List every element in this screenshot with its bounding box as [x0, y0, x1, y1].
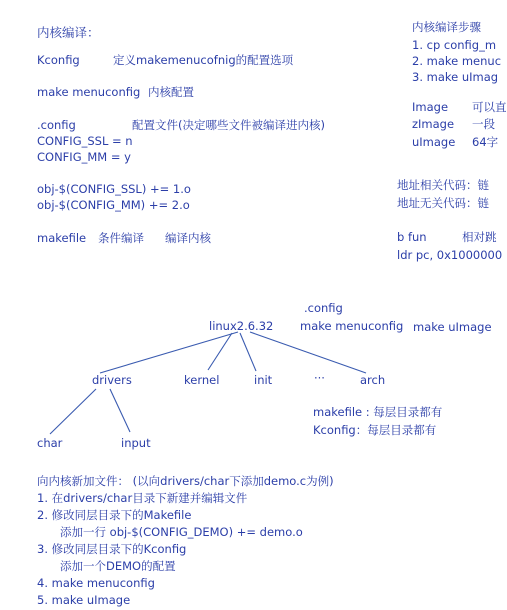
tree-node-arch: arch — [360, 373, 386, 387]
tree-node-kernel: kernel — [184, 373, 220, 387]
obj-ssl-line: obj-$(CONFIG_SSL) += 1.o — [37, 182, 191, 196]
add-file-step-3-detail: 添加一个DEMO的配置 — [60, 559, 176, 573]
tree-make-uimage: make uImage — [413, 320, 492, 334]
config-mm-line: CONFIG_MM = y — [37, 150, 131, 164]
tree-node-drivers: drivers — [92, 373, 132, 387]
addr-related-code: 地址相关代码：链 — [397, 178, 489, 192]
add-file-step-2-detail: 添加一行 obj-$(CONFIG_DEMO) += demo.o — [60, 525, 303, 539]
zimage-desc: 一段 — [472, 117, 495, 131]
menuconfig-desc: 内核配置 — [148, 85, 194, 99]
makefile-desc-conditional: 条件编译 — [98, 231, 144, 245]
add-file-step-1: 1. 在drivers/char目录下新建并编辑文件 — [37, 491, 248, 505]
tree-root-linux: linux2.6.32 — [209, 319, 274, 333]
config-ssl-line: CONFIG_SSL = n — [37, 134, 133, 148]
note-kconfig-every-level: Kconfig：每层目录都有 — [313, 423, 437, 437]
addr-independent-code: 地址无关代码：链 — [397, 196, 489, 210]
tree-make-menuconfig: make menuconfig — [300, 319, 404, 333]
tree-node-init: init — [254, 373, 273, 387]
add-file-step-4: 4. make menuconfig — [37, 576, 155, 590]
b-fun-instruction: b fun — [397, 230, 427, 244]
config-label: .config — [37, 118, 76, 132]
image-label: Image — [412, 100, 449, 114]
obj-mm-line: obj-$(CONFIG_MM) += 2.o — [37, 198, 190, 212]
b-fun-desc: 相对跳 — [462, 230, 497, 244]
compile-step-2: 2. make menuc — [412, 54, 502, 68]
section-title-kernel-compile: 内核编译： — [37, 25, 100, 40]
section-title-compile-steps: 内核编译步骤 — [412, 20, 481, 34]
uimage-desc: 64字 — [472, 135, 499, 149]
tree-node-char: char — [37, 436, 63, 450]
uimage-label: uImage — [412, 135, 456, 149]
add-file-step-3: 3. 修改同层目录下的Kconfig — [37, 542, 187, 556]
config-desc: 配置文件(决定哪些文件被编译进内核) — [132, 118, 325, 132]
add-file-step-2: 2. 修改同层目录下的Makefile — [37, 508, 192, 522]
zimage-label: zImage — [412, 117, 455, 131]
add-file-step-5: 5. make uImage — [37, 593, 131, 607]
image-desc: 可以直 — [472, 100, 507, 114]
tree-node-ellipsis: ··· — [314, 371, 325, 385]
note-makefile-every-level: makefile : 每层目录都有 — [313, 405, 443, 419]
add-file-title: 向内核新加文件： (以向drivers/char下添加demo.c为例) — [37, 474, 334, 488]
compile-step-3: 3. make uImag — [412, 70, 499, 84]
makefile-label: makefile — [37, 231, 87, 245]
makefile-desc-compile: 编译内核 — [165, 231, 211, 245]
compile-step-1: 1. cp config_m — [412, 38, 497, 52]
kconfig-label: Kconfig — [37, 53, 80, 67]
tree-dot-config: .config — [304, 301, 343, 315]
kconfig-desc: 定义makemenucofnig的配置选项 — [113, 53, 294, 67]
menuconfig-label: make menuconfig — [37, 85, 141, 99]
ldr-instruction: ldr pc, 0x1000000 — [397, 248, 503, 262]
tree-node-input: input — [121, 436, 151, 450]
